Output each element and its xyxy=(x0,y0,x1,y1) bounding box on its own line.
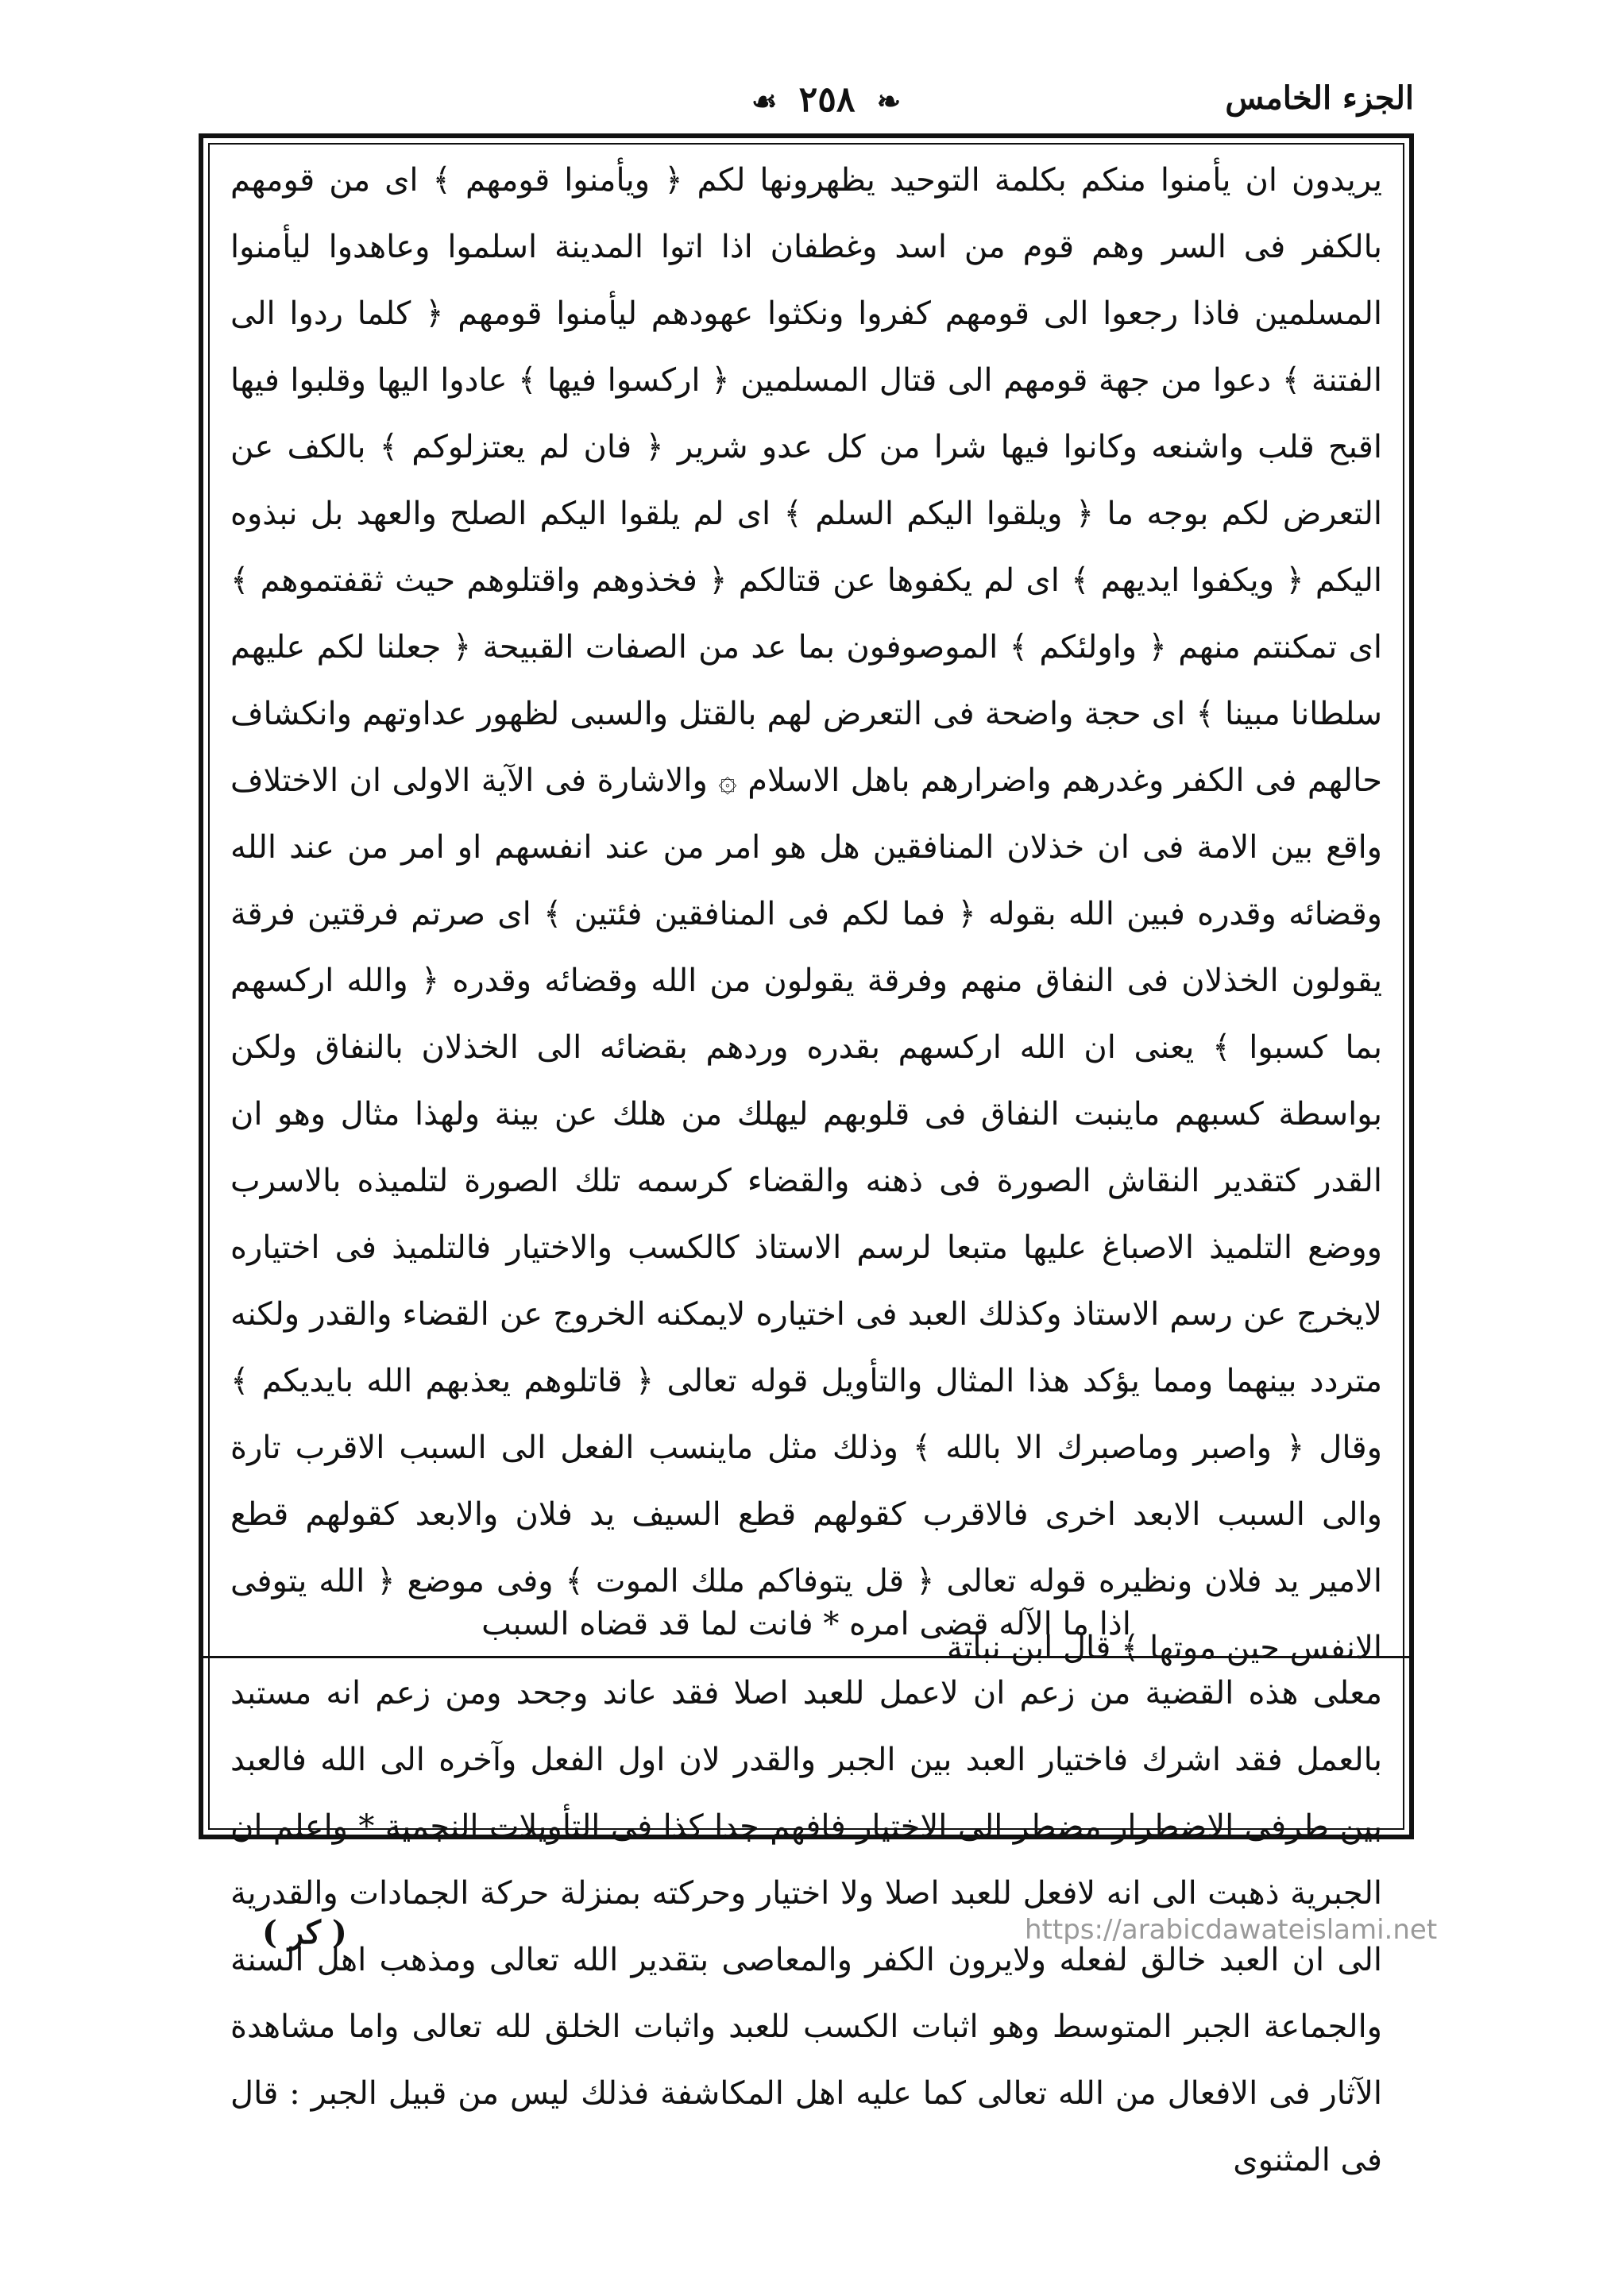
page-number: ٢٥٨ xyxy=(798,79,856,120)
poetry-verse: اذا ما الآله قضى امره * فانت لما قد قضاه السبب xyxy=(481,1606,1131,1642)
juz-title: الجزء الخامس xyxy=(1225,79,1414,117)
body-text-top: يريدون ان يأمنوا منكم بكلمة التوحيد يظهرونها لكم ﴿ ويأمنوا قومهم ﴾ اى من قومهم بالكفر فى السر وهم قوم من اسد وغطفان اذا اتوا المدينة اسلموا وعاهدوا ليأمنوا المسلمين فاذا رجعوا الى قومهم كفروا ونكثوا عهودهم ليأمنوا قومهم ﴿ كلما ردوا الى الفتنة ﴾ دعوا من جهة قومهم الى قتال المسلمين ﴿ اركسوا فيها ﴾ عادوا اليها وقلبوا فيها اقبح قلب واشنعه وكانوا فيها شرا من كل عدو شرير ﴿ فان لم يعتزلوكم ﴾ بالكف عن التعرض لكم بوجه ما ﴿ ويلقوا اليكم السلم ﴾ اى لم يلقوا اليكم الصلح والعهد بل نبذوه اليكم ﴿ ويكفوا ايديهم ﴾ اى لم يكفوها عن قتالكم ﴿ فخذوهم واقتلوهم حيث ثقفتموهم ﴾ اى تمكنتم منهم ﴿ واولئكم ﴾ الموصوفون بما عد من الصفات القبيحة ﴿ جعلنا لكم عليهم سلطانا مبينا ﴾ اى حجة واضحة فى التعرض لهم بالقتل والسبى لظهور عداوتهم وانكشاف حالهم فى الكفر وغدرهم واضرارهم باهل الاسلام ۞ والاشارة فى الآية الاولى ان الاختلاف واقع بين الامة فى ان خذلان المنافقين هل هو امر من عند انفسهم او امر من عند الله وقضائه وقدره فبين الله بقوله ﴿ فما لكم فى المنافقين فئتين ﴾ اى صرتم فرقتين فرقة يقولون الخذلان فى النفاق منهم وفرقة يقولون من الله وقضائه وقدره ﴿ والله اركسهم بما كسبوا ﴾ يعنى ان الله اركسهم بقدره وردهم بقضائه الى الخذلان بالنفاق ولكن بواسطة كسبهم ماينبت النفاق فى قلوبهم ليهلك من هلك عن بينة ولهذا مثال وهو ان القدر كتقدير النقاش الصورة فى ذهنه والقضاء كرسمه تلك الصورة لتلميذه بالاسرب ووضع التلميذ الاصباغ عليها متبعا لرسم الاستاذ كالكسب والاختيار فالتلميذ فى اختياره لايخرج عن رسم الاستاذ وكذلك العبد فى اختياره لايمكنه الخروج عن القضاء والقدر ولكنه متردد بينهما ومما يؤكد هذا المثال والتأويل قوله تعالى ﴿ قاتلوهم يعذبهم الله بايديكم ﴾ وقال ﴿ واصبر وماصبرك الا بالله ﴾ وذلك مثل ماينسب الفعل الى السبب الاقرب تارة والى السبب الابعد اخرى فالاقرب كقولهم قطع السيف يد فلان والابعد كقولهم قطع الامير يد فلان ونظيره قوله تعالى ﴿ قل يتوفاكم ملك الموت ﴾ وفى موضع ﴿ الله يتوفى الانفس حين موتها ﴾ قال ابن نباتة xyxy=(230,162,1382,1666)
signature-mark: ( كر ) xyxy=(262,1914,347,1951)
ornament-right-icon: ☙ xyxy=(751,85,778,118)
watermark-url[interactable]: https://arabicdawateislami.net xyxy=(1025,1914,1438,1946)
page-number-block xyxy=(238,79,1414,120)
ornament-left-icon: ❧ xyxy=(876,85,901,118)
section-divider xyxy=(203,1656,1409,1658)
body-text-bottom: معلى هذه القضية من زعم ان لاعمل للعبد اصلا فقد عاند وجحد ومن زعم انه مستبد بالعمل فقد اشرك فاختيار العبد بين الجبر والقدر لان اول الفعل وآخره الى الله فالعبد بين طرفى الاضطرار مضطر الى الاختيار فافهم جدا كذا فى التأويلات النجمية * واعلم ان الجبرية ذهبت الى انه لافعل للعبد اصلا ولا اختيار وحركته بمنزلة حركة الجمادات والقدرية الى ان العبد خالق لفعله ولايرون الكفر والمعاصى بتقدير الله تعالى ومذهب اهل السنة والجماعة الجبر المتوسط وهو اثبات الكسب للعبد واثبات الخلق لله تعالى واما مشاهدة الآثار فى الافعال من الله تعالى كما عليه اهل المكاشفة فذلك ليس من قبيل الجبر : قال فى المثنوى xyxy=(230,1675,1382,2178)
page-header xyxy=(238,79,1414,135)
